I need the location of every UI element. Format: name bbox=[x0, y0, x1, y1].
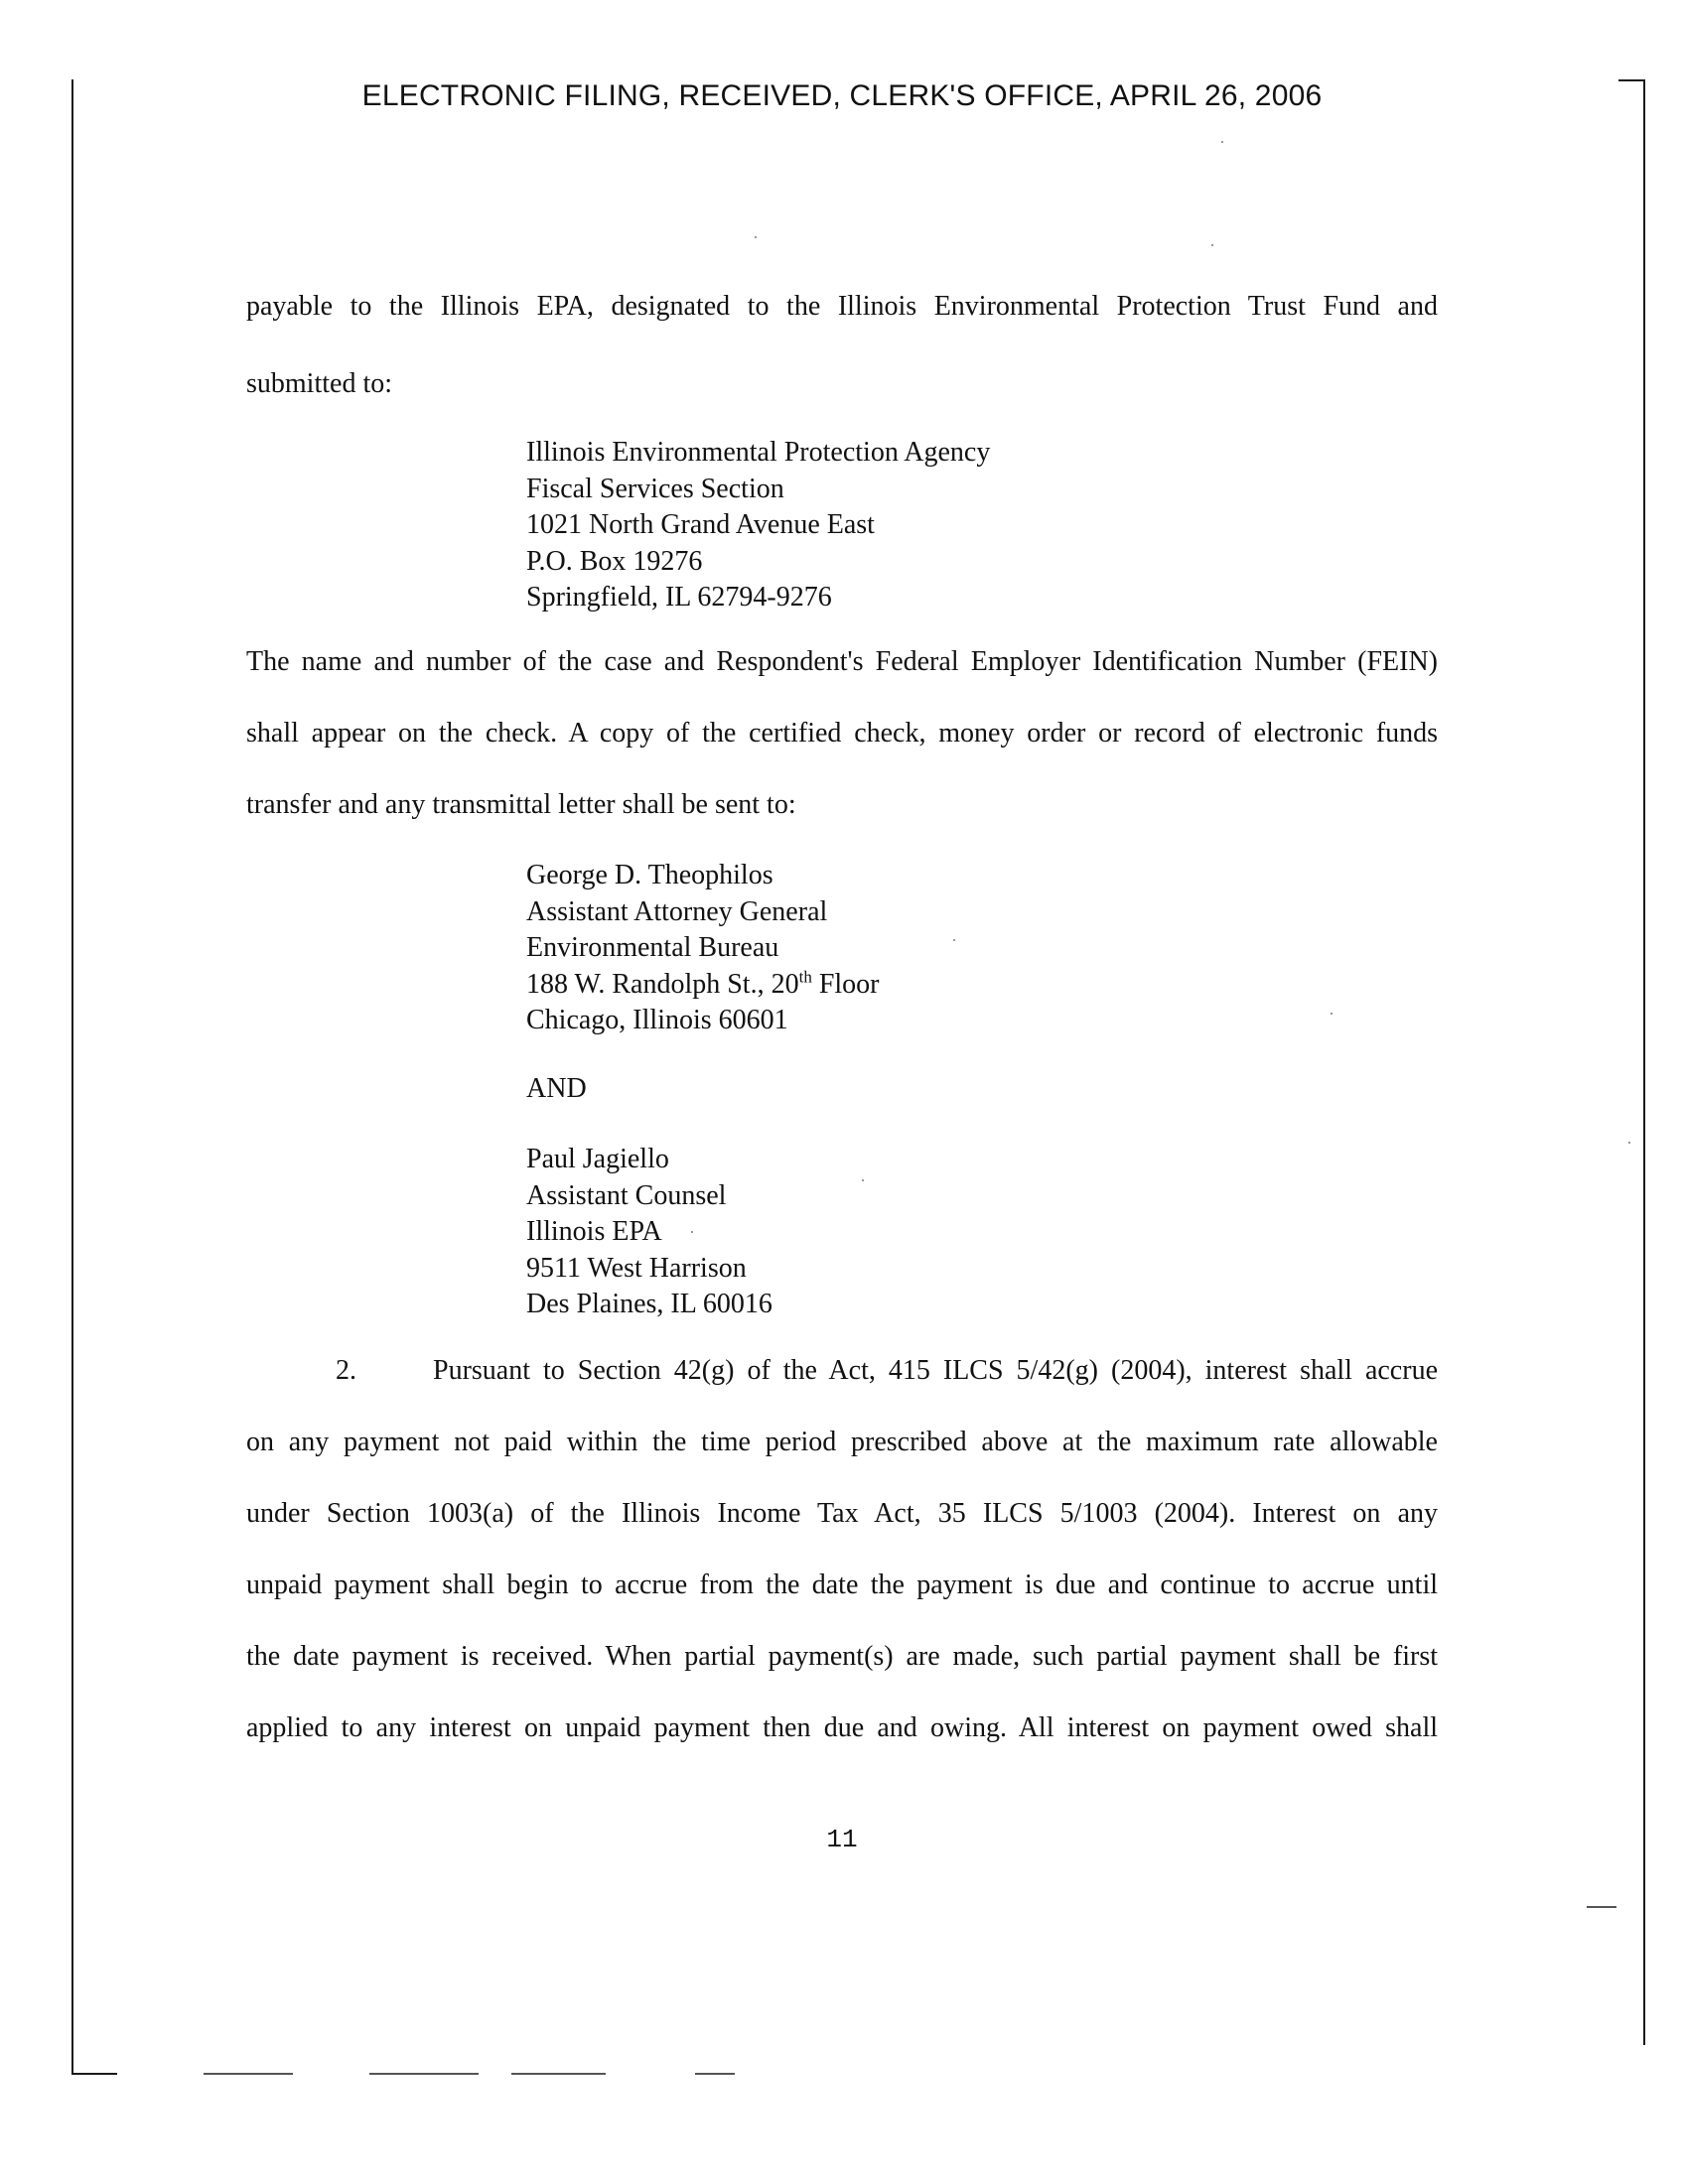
address-line: P.O. Box 19276 bbox=[526, 545, 703, 577]
address-line: George D. Theophilos bbox=[526, 860, 773, 890]
address-line: Fiscal Services Section bbox=[526, 473, 784, 504]
and-separator: AND bbox=[526, 1073, 587, 1104]
address-line: Springfield, IL 62794-9276 bbox=[526, 582, 832, 613]
address-iepa-fiscal bbox=[526, 435, 990, 616]
address-line: Chicago, Illinois 60601 bbox=[526, 1005, 788, 1035]
address-line: Des Plaines, IL 60016 bbox=[526, 1289, 772, 1319]
address-line: Assistant Attorney General bbox=[526, 895, 828, 927]
scan-dash bbox=[695, 2073, 735, 2075]
paragraph-number: 2. bbox=[336, 1355, 356, 1386]
address-line-street bbox=[526, 967, 880, 1004]
scan-speck bbox=[1211, 244, 1213, 246]
paragraph-2-line-1: The name and number of the case and Respondent's Federal Employer Identification Number (FEIN) bbox=[246, 646, 1438, 677]
address-line: Paul Jagiello bbox=[526, 1144, 669, 1174]
address-attorney-general bbox=[526, 858, 880, 1039]
scan-dash bbox=[511, 2073, 606, 2075]
address-assistant-counsel bbox=[526, 1142, 772, 1323]
paragraph-2-line-2: shall appear on the check. A copy of the certified check, money order or record of electronic funds bbox=[246, 718, 1438, 749]
scan-speck bbox=[691, 1231, 693, 1233]
address-line: 1021 North Grand Avenue East bbox=[526, 509, 875, 540]
address-line: Environmental Bureau bbox=[526, 932, 779, 963]
scan-speck bbox=[953, 939, 955, 941]
paragraph-3-line-4: unpaid payment shall begin to accrue from the date the payment is due and continue to accrue until bbox=[246, 1570, 1438, 1600]
scan-dash bbox=[204, 2073, 293, 2075]
page-number: 11 bbox=[826, 1825, 858, 1854]
street-floor: Floor bbox=[811, 968, 880, 1000]
scan-left-border bbox=[71, 79, 73, 2075]
paragraph-1-line-2: submitted to: bbox=[246, 368, 392, 399]
scan-speck bbox=[862, 1179, 864, 1181]
paragraph-3-line-2: on any payment not paid within the time period prescribed above at the maximum rate allowable bbox=[246, 1427, 1438, 1457]
address-line: Illinois Environmental Protection Agency bbox=[526, 437, 991, 468]
address-line: Assistant Counsel bbox=[526, 1179, 727, 1211]
paragraph-3-line-3: under Section 1003(a) of the Illinois Income Tax Act, 35 ILCS 5/1003 (2004). Interest on any bbox=[246, 1498, 1438, 1529]
ordinal-suffix: th bbox=[798, 967, 812, 987]
street-text: 188 W. Randolph St., 20 bbox=[526, 968, 799, 1000]
filing-stamp-header: ELECTRONIC FILING, RECEIVED, CLERK'S OFFICE, APRIL 26, 2006 bbox=[361, 79, 1323, 112]
scan-speck bbox=[1221, 141, 1223, 143]
address-line: 9511 West Harrison bbox=[526, 1252, 747, 1284]
scan-speck bbox=[1628, 1142, 1630, 1144]
address-line: Illinois EPA bbox=[526, 1216, 662, 1247]
paragraph-3-line-1: Pursuant to Section 42(g) of the Act, 415 ILCS 5/42(g) (2004), interest shall accrue bbox=[433, 1355, 1438, 1386]
paragraph-3-line-5: the date payment is received. When partial payment(s) are made, such partial payment shall be first bbox=[246, 1641, 1438, 1672]
scan-dash bbox=[1587, 1906, 1616, 1908]
scan-bottom-left-tick bbox=[71, 2073, 117, 2075]
paragraph-3-line-6: applied to any interest on unpaid payment then due and owing. All interest on payment owed shall bbox=[246, 1712, 1438, 1743]
scan-speck bbox=[1331, 1013, 1333, 1015]
scan-right-border bbox=[1643, 79, 1645, 2045]
paragraph-2-line-3: transfer and any transmittal letter shall be sent to: bbox=[246, 789, 796, 820]
scan-speck bbox=[755, 236, 757, 238]
paragraph-1-line-1: payable to the Illinois EPA, designated to the Illinois Environmental Protection Trust Fund and bbox=[246, 291, 1438, 322]
scan-dash bbox=[369, 2073, 479, 2075]
